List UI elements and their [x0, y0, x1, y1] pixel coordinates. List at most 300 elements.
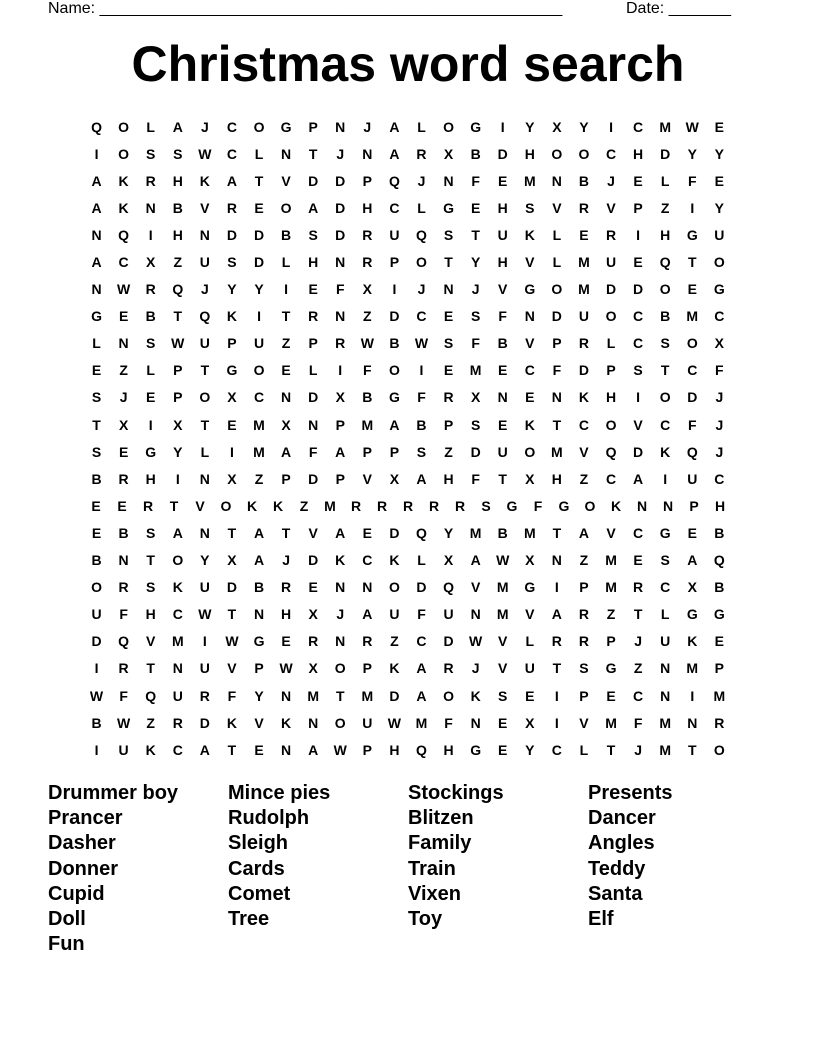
grid-letter: U	[497, 226, 508, 243]
grid-letter: A	[172, 524, 183, 541]
grid-letter: D	[660, 145, 671, 162]
grid-letter: G	[524, 281, 536, 298]
grid-letter: C	[172, 606, 183, 623]
grid-letter: C	[633, 524, 644, 541]
grid-letter: P	[606, 633, 616, 650]
grid-letter: L	[660, 172, 670, 189]
grid-letter: Z	[363, 308, 372, 325]
grid-letter: L	[254, 145, 264, 162]
grid-letter: E	[118, 443, 129, 460]
grid-letter: H	[633, 145, 644, 162]
grid-letter: C	[633, 308, 644, 325]
grid-letter: Z	[579, 552, 589, 569]
grid-letter: K	[524, 226, 535, 243]
grid-letter: Z	[173, 254, 183, 271]
grid-letter: N	[281, 145, 292, 162]
grid-letter: E	[443, 308, 454, 325]
grid-letter: X	[362, 281, 372, 298]
grid-letter: Y	[470, 254, 481, 271]
grid-letter: P	[362, 443, 372, 460]
grid-letter: K	[281, 714, 292, 731]
grid-letter: N	[662, 497, 674, 514]
word-list-spacer	[228, 932, 408, 957]
grid-letter: E	[714, 172, 724, 189]
word-list-item: Rudolph	[228, 807, 310, 830]
grid-letter: D	[308, 552, 319, 569]
grid-row	[83, 519, 733, 546]
grid-letter: E	[470, 199, 481, 216]
grid-letter: D	[470, 443, 481, 460]
grid-letter: I	[338, 362, 343, 379]
grid-letter: E	[525, 687, 535, 704]
grid-letter: R	[308, 308, 319, 325]
grid-letter: G	[659, 524, 671, 541]
grid-letter: H	[443, 470, 454, 487]
grid-letter: C	[416, 308, 427, 325]
word-list-item: Sleigh	[228, 832, 289, 855]
grid-letter: K	[226, 714, 237, 731]
grid-letter: O	[118, 145, 130, 162]
grid-letter: V	[498, 281, 508, 298]
grid-letter: B	[714, 579, 725, 596]
grid-letter: T	[227, 524, 237, 541]
grid-letter: R	[226, 199, 237, 216]
grid-letter: N	[281, 741, 292, 758]
grid-letter: I	[229, 443, 234, 460]
grid-letter: A	[578, 524, 589, 541]
grid-letter: W	[198, 145, 212, 162]
grid-letter: Q	[199, 308, 211, 325]
grid-letter: R	[172, 714, 183, 731]
grid-letter: P	[689, 497, 699, 514]
grid-letter: R	[118, 660, 129, 677]
grid-letter: S	[416, 443, 427, 460]
grid-letter: T	[92, 416, 101, 433]
grid-letter: O	[443, 118, 454, 135]
grid-letter: T	[173, 308, 183, 325]
grid-letter: A	[362, 606, 373, 623]
grid-letter: O	[334, 660, 346, 677]
grid-letter: D	[253, 254, 265, 271]
grid-letter: E	[308, 579, 318, 596]
grid-letter: E	[281, 362, 291, 379]
grid-letter: B	[91, 552, 102, 569]
grid-letter: S	[146, 524, 156, 541]
grid-letter: G	[91, 308, 102, 325]
grid-letter: H	[497, 254, 508, 271]
grid-letter: D	[91, 633, 102, 650]
grid-letter: F	[308, 443, 318, 460]
grid-letter: U	[199, 335, 210, 352]
grid-letter: N	[335, 308, 346, 325]
grid-letter: E	[714, 118, 724, 135]
grid-row	[83, 357, 733, 384]
grid-letter: D	[687, 389, 698, 406]
grid-letter: B	[416, 416, 427, 433]
grid-letter: I	[690, 687, 695, 704]
grid-letter: I	[284, 281, 289, 298]
grid-letter: Y	[525, 118, 535, 135]
grid-letter: F	[417, 389, 426, 406]
grid-letter: F	[533, 497, 543, 514]
grid-letter: K	[389, 552, 400, 569]
grid-letter: N	[118, 335, 129, 352]
grid-letter: V	[362, 470, 372, 487]
grid-row	[83, 628, 733, 655]
grid-letter: V	[200, 199, 210, 216]
word-list-item: Mince pies	[228, 782, 331, 804]
grid-letter: V	[606, 199, 616, 216]
grid-row	[83, 709, 733, 736]
grid-letter: M	[415, 714, 428, 731]
grid-letter: D	[497, 145, 508, 162]
grid-letter: D	[416, 579, 427, 596]
grid-letter: X	[281, 416, 291, 433]
grid-row	[83, 547, 733, 574]
grid-letter: X	[335, 389, 345, 406]
grid-letter: F	[471, 335, 480, 352]
grid-letter: X	[714, 335, 724, 352]
grid-letter: E	[281, 633, 291, 650]
grid-letter: B	[91, 714, 102, 731]
grid-letter: X	[443, 145, 454, 162]
word-list-item: Santa	[588, 882, 643, 905]
grid-letter: C	[253, 389, 265, 406]
grid-letter: L	[417, 118, 426, 135]
grid-letter: T	[308, 145, 318, 162]
grid-letter: P	[362, 741, 372, 758]
word-list-item: Dancer	[588, 807, 656, 830]
grid-letter: Q	[91, 118, 102, 135]
grid-letter: Z	[119, 362, 128, 379]
grid-row	[83, 655, 733, 682]
grid-letter: P	[633, 199, 643, 216]
grid-letter: I	[419, 362, 424, 379]
grid-letter: F	[633, 714, 643, 731]
grid-letter: M	[496, 606, 509, 623]
grid-letter: T	[687, 741, 697, 758]
grid-letter: C	[389, 199, 400, 216]
grid-letter: J	[282, 552, 290, 569]
grid-letter: G	[443, 199, 454, 216]
grid-letter: K	[578, 389, 589, 406]
grid-letter: V	[498, 633, 508, 650]
grid-letter: E	[91, 497, 101, 514]
grid-letter: G	[686, 226, 698, 243]
grid-letter: N	[281, 389, 292, 406]
grid-letter: Q	[443, 579, 454, 596]
grid-letter: R	[714, 714, 725, 731]
grid-row	[83, 221, 733, 248]
grid-letter: S	[227, 254, 237, 271]
grid-letter: M	[605, 579, 617, 596]
grid-letter: D	[551, 308, 562, 325]
grid-letter: N	[335, 579, 346, 596]
grid-letter: M	[253, 443, 265, 460]
grid-letter: A	[308, 199, 319, 216]
grid-letter: A	[389, 416, 400, 433]
grid-letter: B	[362, 389, 373, 406]
grid-letter: N	[281, 687, 292, 704]
grid-letter: M	[523, 172, 536, 189]
grid-letter: X	[173, 416, 183, 433]
grid-letter: L	[660, 606, 670, 623]
word-list-item: Vixen	[408, 882, 461, 905]
grid-letter: N	[660, 660, 671, 677]
word-list-item: Cupid	[48, 882, 105, 905]
grid-letter: K	[470, 687, 481, 704]
grid-letter: K	[226, 308, 237, 325]
grid-letter: S	[470, 416, 481, 433]
grid-letter: A	[416, 687, 427, 704]
grid-letter: V	[633, 416, 643, 433]
grid-letter: A	[281, 443, 292, 460]
grid-letter: I	[148, 416, 153, 433]
grid-letter: P	[579, 687, 589, 704]
grid-letter: E	[498, 172, 508, 189]
grid-letter: T	[146, 552, 155, 569]
grid-letter: E	[118, 308, 129, 325]
grid-letter: X	[389, 470, 400, 487]
grid-letter: Q	[145, 687, 157, 704]
grid-letter: X	[146, 254, 156, 271]
grid-letter: M	[659, 118, 672, 135]
grid-row	[83, 411, 733, 438]
grid-letter: T	[498, 470, 507, 487]
grid-letter: W	[279, 660, 293, 677]
grid-letter: D	[226, 579, 237, 596]
grid-letter: S	[173, 145, 183, 162]
grid-letter: X	[308, 660, 318, 677]
grid-letter: U	[253, 335, 265, 352]
grid-letter: A	[416, 470, 427, 487]
grid-letter: X	[552, 118, 562, 135]
grid-letter: T	[146, 660, 155, 677]
grid-letter: C	[633, 118, 644, 135]
word-list-item: Stockings	[408, 782, 504, 804]
grid-letter: Q	[118, 633, 130, 650]
grid-letter: Z	[579, 470, 589, 487]
grid-letter: N	[551, 172, 562, 189]
grid-letter: R	[118, 579, 129, 596]
grid-letter: R	[362, 254, 373, 271]
word-list-item: Drummer boy	[48, 782, 179, 804]
grid-letter: N	[91, 226, 102, 243]
word-list-item: Family	[408, 832, 472, 855]
grid-letter: E	[91, 524, 102, 541]
grid-letter: F	[227, 687, 237, 704]
grid-letter: R	[118, 470, 129, 487]
word-list-item: Donner	[48, 857, 118, 880]
word-list-spacer	[408, 932, 588, 957]
grid-letter: C	[524, 362, 535, 379]
word-list-item: Teddy	[588, 857, 646, 880]
grid-letter: S	[146, 579, 156, 596]
grid-letter: C	[551, 741, 562, 758]
grid-letter: G	[388, 389, 400, 406]
grid-letter: U	[714, 226, 725, 243]
grid-letter: Q	[118, 226, 130, 243]
grid-letter: L	[200, 443, 210, 460]
grid-letter: W	[414, 335, 429, 352]
grid-letter: S	[660, 552, 670, 569]
grid-letter: V	[525, 254, 535, 271]
grid-letter: S	[481, 497, 491, 514]
grid-letter: S	[91, 443, 102, 460]
grid-letter: O	[713, 741, 725, 758]
grid-letter: U	[443, 606, 454, 623]
grid-letter: L	[417, 552, 426, 569]
grid-letter: Y	[687, 145, 697, 162]
grid-letter: N	[687, 714, 698, 731]
grid-letter: H	[172, 172, 183, 189]
grid-letter: G	[686, 606, 698, 623]
grid-letter: B	[172, 199, 183, 216]
grid-letter: B	[253, 579, 265, 596]
grid-letter: B	[281, 226, 292, 243]
grid-letter: L	[146, 362, 155, 379]
word-list-item: Cards	[228, 857, 285, 880]
grid-letter: J	[471, 660, 480, 677]
grid-letter: P	[362, 660, 372, 677]
grid-letter: Z	[390, 633, 399, 650]
grid-letter: T	[552, 524, 562, 541]
grid-letter: H	[281, 606, 292, 623]
grid-letter: O	[280, 199, 292, 216]
grid-letter: C	[226, 118, 237, 135]
grid-letter: H	[551, 470, 562, 487]
grid-letter: N	[199, 470, 210, 487]
grid-letter: H	[308, 254, 319, 271]
grid-letter: W	[225, 633, 239, 650]
grid-letter: T	[552, 416, 562, 433]
word-list-item: Toy	[408, 907, 443, 930]
grid-letter: R	[578, 335, 589, 352]
grid-letter: P	[173, 362, 183, 379]
grid-letter: Y	[579, 118, 589, 135]
grid-letter: C	[362, 552, 373, 569]
grid-letter: P	[254, 660, 264, 677]
grid-letter: J	[363, 118, 372, 135]
grid-letter: V	[308, 524, 318, 541]
grid-letter: C	[633, 335, 644, 352]
grid-letter: R	[443, 389, 454, 406]
grid-letter: B	[91, 470, 102, 487]
grid-letter: C	[687, 362, 698, 379]
grid-letter: V	[146, 633, 156, 650]
grid-letter: N	[172, 660, 183, 677]
grid-letter: K	[660, 443, 671, 460]
grid-letter: K	[118, 199, 129, 216]
grid-letter: F	[119, 687, 128, 704]
grid-letter: R	[362, 633, 373, 650]
grid-letter: N	[308, 714, 319, 731]
grid-letter: T	[227, 741, 237, 758]
grid-letter: G	[470, 118, 482, 135]
grid-letter: R	[335, 335, 346, 352]
grid-letter: D	[335, 172, 346, 189]
grid-letter: R	[199, 687, 210, 704]
grid-row	[83, 492, 733, 519]
grid-letter: C	[714, 470, 725, 487]
grid-letter: N	[497, 389, 508, 406]
grid-letter: I	[148, 226, 153, 243]
grid-letter: N	[524, 308, 535, 325]
word-list-item: Elf	[588, 907, 614, 930]
grid-letter: A	[253, 524, 265, 541]
grid-letter: E	[498, 714, 508, 731]
grid-letter: S	[91, 389, 102, 406]
grid-letter: W	[89, 687, 104, 704]
grid-letter: O	[118, 118, 130, 135]
word-list-item: Tree	[228, 907, 270, 930]
grid-letter: M	[469, 362, 482, 379]
grid-letter: P	[606, 362, 616, 379]
grid-letter: T	[471, 226, 480, 243]
grid-letter: L	[525, 633, 535, 650]
grid-letter: S	[525, 199, 535, 216]
grid-letter: J	[715, 416, 724, 433]
grid-letter: T	[281, 524, 291, 541]
grid-letter: J	[336, 145, 345, 162]
grid-letter: A	[633, 470, 644, 487]
grid-letter: D	[308, 172, 319, 189]
grid-letter: Q	[416, 741, 427, 758]
grid-letter: R	[454, 497, 466, 514]
grid-letter: E	[498, 362, 508, 379]
grid-letter: J	[715, 443, 724, 460]
grid-letter: I	[636, 226, 641, 243]
grid-letter: W	[171, 335, 185, 352]
grid-letter: D	[226, 226, 237, 243]
grid-letter: I	[554, 687, 559, 704]
grid-letter: R	[402, 497, 414, 514]
grid-letter: A	[470, 552, 481, 569]
grid-letter: V	[525, 335, 535, 352]
grid-letter: U	[389, 606, 400, 623]
grid-letter: P	[552, 335, 562, 352]
grid-letter: L	[552, 254, 562, 271]
grid-letter: P	[281, 470, 291, 487]
grid-letter: C	[605, 145, 617, 162]
grid-letter: O	[551, 145, 563, 162]
grid-letter: V	[470, 579, 481, 596]
grid-letter: N	[118, 552, 129, 569]
grid-letter: F	[687, 416, 697, 433]
word-list-spacer	[588, 932, 768, 957]
grid-letter: S	[146, 145, 156, 162]
grid-letter: X	[525, 470, 535, 487]
grid-row	[83, 140, 733, 167]
grid-letter: B	[714, 524, 725, 541]
grid-letter: R	[145, 172, 156, 189]
grid-letter: U	[199, 579, 210, 596]
grid-letter: U	[578, 308, 589, 325]
name-field-label: Name: ____________________________________________________	[48, 0, 563, 17]
grid-letter: L	[606, 335, 616, 352]
grid-letter: R	[145, 281, 156, 298]
grid-letter: D	[389, 308, 400, 325]
grid-letter: E	[227, 416, 237, 433]
word-list-item: Dasher	[48, 832, 116, 855]
grid-letter: T	[169, 497, 179, 514]
grid-letter: K	[145, 741, 156, 758]
grid-letter: R	[633, 579, 644, 596]
grid-letter: L	[92, 335, 101, 352]
grid-letter: S	[443, 335, 454, 352]
grid-letter: I	[392, 281, 397, 298]
grid-letter: G	[470, 741, 482, 758]
